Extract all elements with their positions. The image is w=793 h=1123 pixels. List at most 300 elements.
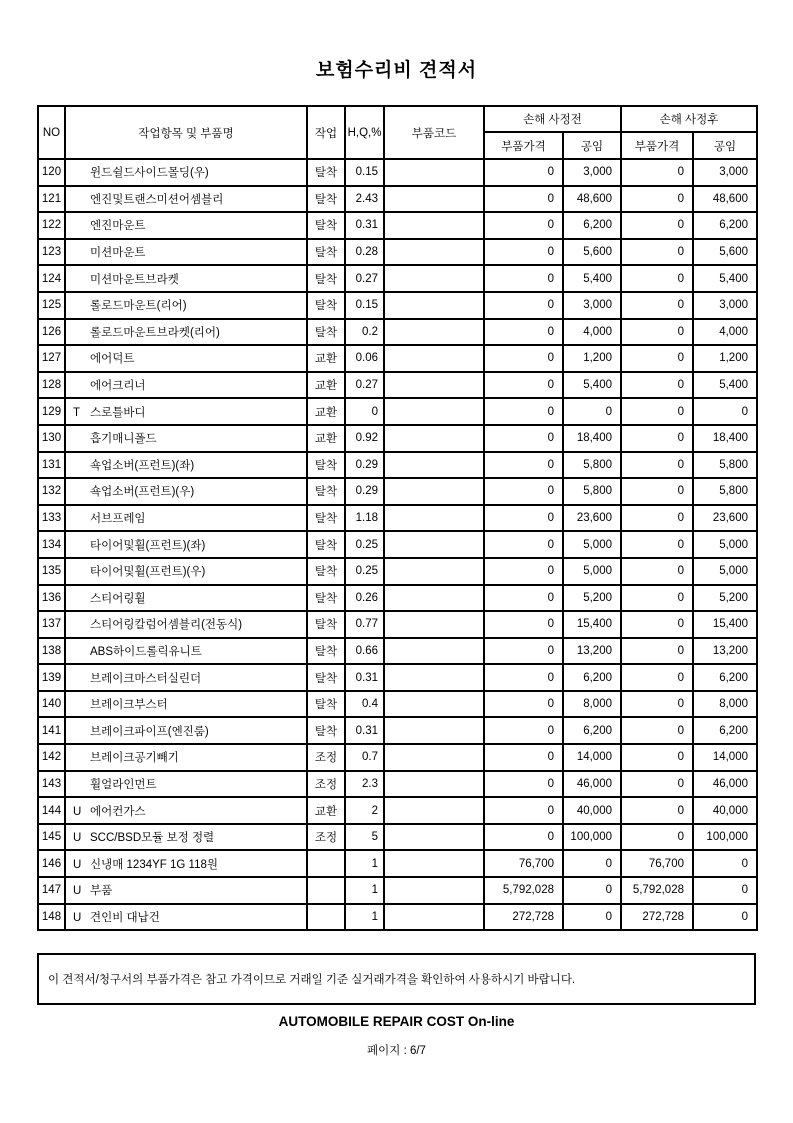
row-no: 122 xyxy=(38,212,65,239)
table-row xyxy=(38,505,757,532)
table-row xyxy=(38,771,757,798)
table-row xyxy=(38,904,757,931)
row-pre-part-price: 0 xyxy=(484,292,563,319)
table-row xyxy=(38,186,757,213)
header-post-part-price: 부품가격 xyxy=(621,132,693,159)
row-part-code xyxy=(384,372,484,399)
row-item xyxy=(65,372,307,399)
row-item xyxy=(65,850,307,877)
header-post-assessment-group: 손해 사정후 xyxy=(621,106,757,132)
row-post-part-price: 0 xyxy=(621,159,693,186)
row-item-name: 부품 xyxy=(90,885,113,898)
row-item-name: 미션마운트 xyxy=(90,247,146,260)
row-item-name: 에어덕트 xyxy=(90,353,135,366)
table-row xyxy=(38,345,757,372)
row-pre-part-price: 0 xyxy=(484,585,563,612)
row-item-name: 윈드쉴드사이드몰딩(우) xyxy=(90,167,209,180)
row-part-code xyxy=(384,478,484,505)
row-part-code xyxy=(384,398,484,425)
row-pre-labor: 5,400 xyxy=(563,265,621,292)
row-post-labor: 8,000 xyxy=(693,691,757,718)
row-item xyxy=(65,186,307,213)
row-part-code xyxy=(384,691,484,718)
row-no: 140 xyxy=(38,691,65,718)
row-work-type: 탈착 xyxy=(307,159,345,186)
row-hq-value: 0.25 xyxy=(345,558,384,585)
row-item xyxy=(65,824,307,851)
row-post-labor: 5,000 xyxy=(693,531,757,558)
row-pre-labor: 1,200 xyxy=(563,345,621,372)
row-item xyxy=(65,877,307,904)
row-no: 137 xyxy=(38,611,65,638)
row-item-name: 타이어및휠(프런트)(좌) xyxy=(90,539,206,552)
row-post-part-price: 0 xyxy=(621,558,693,585)
header-hq: H,Q,% xyxy=(345,106,384,159)
row-prefix: U xyxy=(73,832,82,845)
row-part-code xyxy=(384,638,484,665)
table-row xyxy=(38,239,757,266)
row-no: 127 xyxy=(38,345,65,372)
row-post-labor: 40,000 xyxy=(693,797,757,824)
row-prefix: T xyxy=(73,406,81,419)
row-hq-value: 0.31 xyxy=(345,717,384,744)
row-pre-part-price: 0 xyxy=(484,345,563,372)
row-pre-labor: 5,000 xyxy=(563,558,621,585)
row-hq-value: 1.18 xyxy=(345,505,384,532)
row-part-code xyxy=(384,319,484,346)
row-work-type xyxy=(307,877,345,904)
header-post-labor: 공임 xyxy=(693,132,757,159)
estimate-table xyxy=(37,105,758,931)
row-no: 148 xyxy=(38,904,65,931)
row-no: 142 xyxy=(38,744,65,771)
row-no: 146 xyxy=(38,850,65,877)
row-no: 135 xyxy=(38,558,65,585)
row-post-part-price: 0 xyxy=(621,319,693,346)
row-item-name: SCC/BSD모듈 보정 정렬 xyxy=(90,832,215,845)
row-post-labor: 4,000 xyxy=(693,319,757,346)
row-post-labor: 5,800 xyxy=(693,478,757,505)
table-body xyxy=(38,159,757,930)
row-pre-part-price: 76,700 xyxy=(484,850,563,877)
row-post-labor: 3,000 xyxy=(693,292,757,319)
row-post-part-price: 0 xyxy=(621,505,693,532)
row-pre-labor: 14,000 xyxy=(563,744,621,771)
row-post-part-price: 0 xyxy=(621,797,693,824)
row-no: 131 xyxy=(38,452,65,479)
row-pre-labor: 8,000 xyxy=(563,691,621,718)
row-work-type: 교환 xyxy=(307,345,345,372)
row-pre-part-price: 0 xyxy=(484,771,563,798)
row-part-code xyxy=(384,771,484,798)
header-item: 작업항목 및 부품명 xyxy=(65,106,307,159)
row-post-part-price: 0 xyxy=(621,425,693,452)
row-work-type: 탈착 xyxy=(307,691,345,718)
row-pre-labor: 0 xyxy=(563,850,621,877)
row-post-labor: 6,200 xyxy=(693,717,757,744)
row-post-part-price: 0 xyxy=(621,452,693,479)
row-work-type: 교환 xyxy=(307,425,345,452)
row-part-code xyxy=(384,292,484,319)
row-post-part-price: 0 xyxy=(621,239,693,266)
row-work-type xyxy=(307,850,345,877)
row-post-part-price: 0 xyxy=(621,345,693,372)
row-item xyxy=(65,664,307,691)
row-pre-part-price: 0 xyxy=(484,319,563,346)
row-post-part-price: 0 xyxy=(621,611,693,638)
row-post-part-price: 272,728 xyxy=(621,904,693,931)
row-item-name: 스로틀바디 xyxy=(90,406,146,419)
row-hq-value: 0.31 xyxy=(345,212,384,239)
row-no: 133 xyxy=(38,505,65,532)
row-item xyxy=(65,797,307,824)
row-post-part-price: 0 xyxy=(621,212,693,239)
row-part-code xyxy=(384,797,484,824)
row-pre-labor: 48,600 xyxy=(563,186,621,213)
row-no: 143 xyxy=(38,771,65,798)
row-post-labor: 14,000 xyxy=(693,744,757,771)
row-part-code xyxy=(384,345,484,372)
row-part-code xyxy=(384,425,484,452)
row-post-part-price: 0 xyxy=(621,265,693,292)
row-post-labor: 48,600 xyxy=(693,186,757,213)
table-row xyxy=(38,452,757,479)
row-work-type: 교환 xyxy=(307,372,345,399)
row-item-name: 타이어및휠(프런트)(우) xyxy=(90,566,206,579)
row-no: 124 xyxy=(38,265,65,292)
row-work-type: 탈착 xyxy=(307,212,345,239)
row-post-labor: 6,200 xyxy=(693,212,757,239)
table-row xyxy=(38,877,757,904)
row-item-name: 쇽업소버(프런트)(우) xyxy=(90,486,195,499)
row-item-name: 스티어링휠 xyxy=(90,592,146,605)
row-item xyxy=(65,585,307,612)
table-row xyxy=(38,585,757,612)
row-part-code xyxy=(384,877,484,904)
row-no: 128 xyxy=(38,372,65,399)
row-item-name: 브레이크마스터실린더 xyxy=(90,672,202,685)
row-no: 141 xyxy=(38,717,65,744)
row-item xyxy=(65,239,307,266)
row-pre-labor: 15,400 xyxy=(563,611,621,638)
row-work-type: 탈착 xyxy=(307,558,345,585)
table-row xyxy=(38,265,757,292)
row-pre-part-price: 0 xyxy=(484,398,563,425)
row-pre-part-price: 0 xyxy=(484,531,563,558)
header-pre-labor: 공임 xyxy=(563,132,621,159)
row-post-part-price: 0 xyxy=(621,664,693,691)
table-row xyxy=(38,611,757,638)
row-no: 120 xyxy=(38,159,65,186)
row-work-type: 탈착 xyxy=(307,638,345,665)
row-no: 139 xyxy=(38,664,65,691)
row-no: 126 xyxy=(38,319,65,346)
row-pre-part-price: 0 xyxy=(484,212,563,239)
table-row xyxy=(38,372,757,399)
row-hq-value: 0.4 xyxy=(345,691,384,718)
row-work-type: 탈착 xyxy=(307,239,345,266)
row-pre-part-price: 272,728 xyxy=(484,904,563,931)
row-item-name: 엔진마운트 xyxy=(90,220,146,233)
row-post-labor: 0 xyxy=(693,877,757,904)
row-part-code xyxy=(384,664,484,691)
table-row xyxy=(38,478,757,505)
table-row xyxy=(38,638,757,665)
row-hq-value: 2 xyxy=(345,797,384,824)
row-post-part-price: 0 xyxy=(621,186,693,213)
row-work-type: 조정 xyxy=(307,771,345,798)
row-pre-part-price: 0 xyxy=(484,824,563,851)
row-part-code xyxy=(384,531,484,558)
row-pre-part-price: 0 xyxy=(484,611,563,638)
notice-text: 이 견적서/청구서의 부품가격은 참고 가격이므로 거래일 기준 실거래가격을 확인하여 사용하시기 바랍니다. xyxy=(48,974,576,986)
table-row xyxy=(38,425,757,452)
row-item-name: 견인비 대납건 xyxy=(90,911,160,924)
row-post-part-price: 76,700 xyxy=(621,850,693,877)
row-item xyxy=(65,611,307,638)
row-post-part-price: 0 xyxy=(621,292,693,319)
row-item xyxy=(65,771,307,798)
row-pre-labor: 40,000 xyxy=(563,797,621,824)
row-hq-value: 1 xyxy=(345,850,384,877)
row-pre-labor: 13,200 xyxy=(563,638,621,665)
row-no: 144 xyxy=(38,797,65,824)
row-post-labor: 23,600 xyxy=(693,505,757,532)
row-hq-value: 0.06 xyxy=(345,345,384,372)
row-hq-value: 0.28 xyxy=(345,239,384,266)
row-post-labor: 3,000 xyxy=(693,159,757,186)
row-prefix: U xyxy=(73,911,82,924)
row-work-type: 탈착 xyxy=(307,717,345,744)
row-work-type: 교환 xyxy=(307,797,345,824)
row-prefix: U xyxy=(73,805,82,818)
row-pre-part-price: 0 xyxy=(484,691,563,718)
row-item-name: 서브프레임 xyxy=(90,513,146,526)
row-post-part-price: 0 xyxy=(621,717,693,744)
row-post-labor: 6,200 xyxy=(693,664,757,691)
table-row xyxy=(38,717,757,744)
row-item xyxy=(65,558,307,585)
row-post-labor: 0 xyxy=(693,850,757,877)
row-pre-labor: 18,400 xyxy=(563,425,621,452)
row-part-code xyxy=(384,611,484,638)
table-row xyxy=(38,212,757,239)
page-title: 보험수리비 견적서 xyxy=(315,60,478,81)
row-pre-part-price: 0 xyxy=(484,638,563,665)
row-item xyxy=(65,744,307,771)
row-work-type: 탈착 xyxy=(307,505,345,532)
header-work: 작업 xyxy=(307,106,345,159)
row-item xyxy=(65,638,307,665)
row-item-name: 휠얼라인먼트 xyxy=(90,778,157,791)
row-pre-part-price: 5,792,028 xyxy=(484,877,563,904)
row-post-labor: 15,400 xyxy=(693,611,757,638)
brand-text: AUTOMOBILE REPAIR COST On-line xyxy=(278,1014,515,1029)
row-pre-part-price: 0 xyxy=(484,265,563,292)
row-pre-labor: 5,800 xyxy=(563,452,621,479)
row-hq-value: 0.29 xyxy=(345,452,384,479)
row-pre-part-price: 0 xyxy=(484,664,563,691)
row-post-part-price: 0 xyxy=(621,478,693,505)
row-work-type: 탈착 xyxy=(307,186,345,213)
row-post-labor: 0 xyxy=(693,398,757,425)
row-pre-part-price: 0 xyxy=(484,425,563,452)
row-work-type: 탈착 xyxy=(307,585,345,612)
row-pre-labor: 3,000 xyxy=(563,159,621,186)
row-pre-part-price: 0 xyxy=(484,558,563,585)
row-item xyxy=(65,425,307,452)
row-pre-part-price: 0 xyxy=(484,505,563,532)
row-item xyxy=(65,505,307,532)
row-pre-part-price: 0 xyxy=(484,717,563,744)
row-item xyxy=(65,717,307,744)
table-row xyxy=(38,850,757,877)
header-no: NO xyxy=(38,106,65,159)
row-post-labor: 0 xyxy=(693,904,757,931)
row-post-part-price: 0 xyxy=(621,824,693,851)
row-hq-value: 0.2 xyxy=(345,319,384,346)
row-item xyxy=(65,345,307,372)
row-prefix: U xyxy=(73,858,82,871)
row-part-code xyxy=(384,585,484,612)
row-pre-labor: 6,200 xyxy=(563,212,621,239)
row-item xyxy=(65,212,307,239)
row-no: 125 xyxy=(38,292,65,319)
row-item-name: 신냉매 1234YF 1G 118원 xyxy=(90,858,218,871)
row-item xyxy=(65,691,307,718)
row-pre-part-price: 0 xyxy=(484,186,563,213)
row-no: 138 xyxy=(38,638,65,665)
row-hq-value: 0 xyxy=(345,398,384,425)
row-pre-part-price: 0 xyxy=(484,159,563,186)
row-no: 134 xyxy=(38,531,65,558)
row-post-labor: 5,400 xyxy=(693,265,757,292)
table-row xyxy=(38,531,757,558)
row-pre-labor: 23,600 xyxy=(563,505,621,532)
row-pre-labor: 0 xyxy=(563,877,621,904)
row-hq-value: 0.77 xyxy=(345,611,384,638)
row-pre-part-price: 0 xyxy=(484,372,563,399)
table-row xyxy=(38,797,757,824)
row-post-part-price: 0 xyxy=(621,398,693,425)
row-part-code xyxy=(384,717,484,744)
table-row xyxy=(38,744,757,771)
row-part-code xyxy=(384,239,484,266)
row-work-type: 탈착 xyxy=(307,664,345,691)
row-work-type: 조정 xyxy=(307,744,345,771)
row-hq-value: 0.25 xyxy=(345,531,384,558)
table-row xyxy=(38,319,757,346)
row-item xyxy=(65,292,307,319)
row-work-type: 탈착 xyxy=(307,292,345,319)
row-work-type: 교환 xyxy=(307,398,345,425)
row-work-type: 탈착 xyxy=(307,452,345,479)
row-pre-labor: 0 xyxy=(563,904,621,931)
row-part-code xyxy=(384,744,484,771)
row-item-name: 브레이크공기빼기 xyxy=(90,752,179,765)
row-post-part-price: 0 xyxy=(621,638,693,665)
row-work-type xyxy=(307,904,345,931)
table-row xyxy=(38,664,757,691)
row-part-code xyxy=(384,505,484,532)
row-part-code xyxy=(384,265,484,292)
header-pre-part-price: 부품가격 xyxy=(484,132,563,159)
row-hq-value: 0.27 xyxy=(345,372,384,399)
row-part-code xyxy=(384,186,484,213)
row-work-type: 탈착 xyxy=(307,611,345,638)
row-hq-value: 0.7 xyxy=(345,744,384,771)
row-work-type: 탈착 xyxy=(307,265,345,292)
row-no: 136 xyxy=(38,585,65,612)
row-item-name: ABS하이드롤릭유니트 xyxy=(90,645,202,658)
row-hq-value: 5 xyxy=(345,824,384,851)
row-work-type: 탈착 xyxy=(307,478,345,505)
row-item xyxy=(65,478,307,505)
row-pre-labor: 6,200 xyxy=(563,664,621,691)
page-number: 페이지 : 6/7 xyxy=(367,1045,426,1057)
row-hq-value: 0.66 xyxy=(345,638,384,665)
row-item xyxy=(65,319,307,346)
row-no: 147 xyxy=(38,877,65,904)
row-item-name: 미션마운트브라켓 xyxy=(90,273,179,286)
row-no: 145 xyxy=(38,824,65,851)
row-part-code xyxy=(384,159,484,186)
row-item-name: 쇽업소버(프런트)(좌) xyxy=(90,459,195,472)
row-hq-value: 0.15 xyxy=(345,292,384,319)
row-item xyxy=(65,159,307,186)
row-pre-labor: 6,200 xyxy=(563,717,621,744)
row-item-name: 엔진및트랜스미션어셈블리 xyxy=(90,193,224,206)
row-work-type: 탈착 xyxy=(307,319,345,346)
row-part-code xyxy=(384,212,484,239)
row-pre-labor: 5,600 xyxy=(563,239,621,266)
notice-box xyxy=(37,953,756,1005)
row-part-code xyxy=(384,850,484,877)
table-row xyxy=(38,159,757,186)
row-no: 121 xyxy=(38,186,65,213)
row-pre-part-price: 0 xyxy=(484,478,563,505)
row-post-labor: 18,400 xyxy=(693,425,757,452)
row-no: 123 xyxy=(38,239,65,266)
header-part-code: 부품코드 xyxy=(384,106,484,159)
row-item-name: 롤로드마운트브라켓(리어) xyxy=(90,326,220,339)
row-item-name: 브레이크부스터 xyxy=(90,699,168,712)
row-pre-part-price: 0 xyxy=(484,744,563,771)
row-post-labor: 5,000 xyxy=(693,558,757,585)
row-pre-labor: 5,400 xyxy=(563,372,621,399)
row-post-labor: 5,800 xyxy=(693,452,757,479)
row-pre-labor: 3,000 xyxy=(563,292,621,319)
row-hq-value: 0.15 xyxy=(345,159,384,186)
row-pre-part-price: 0 xyxy=(484,797,563,824)
row-post-labor: 46,000 xyxy=(693,771,757,798)
row-post-labor: 5,400 xyxy=(693,372,757,399)
row-post-part-price: 0 xyxy=(621,771,693,798)
row-no: 129 xyxy=(38,398,65,425)
row-pre-part-price: 0 xyxy=(484,239,563,266)
row-part-code xyxy=(384,824,484,851)
row-pre-labor: 46,000 xyxy=(563,771,621,798)
table-header xyxy=(38,106,757,159)
row-prefix: U xyxy=(73,885,82,898)
row-pre-labor: 5,000 xyxy=(563,531,621,558)
row-pre-part-price: 0 xyxy=(484,452,563,479)
row-item-name: 롤로드마운트(리어) xyxy=(90,300,187,313)
row-item-name: 흡기매니폴드 xyxy=(90,433,157,446)
row-hq-value: 1 xyxy=(345,904,384,931)
row-hq-value: 0.31 xyxy=(345,664,384,691)
row-item xyxy=(65,265,307,292)
